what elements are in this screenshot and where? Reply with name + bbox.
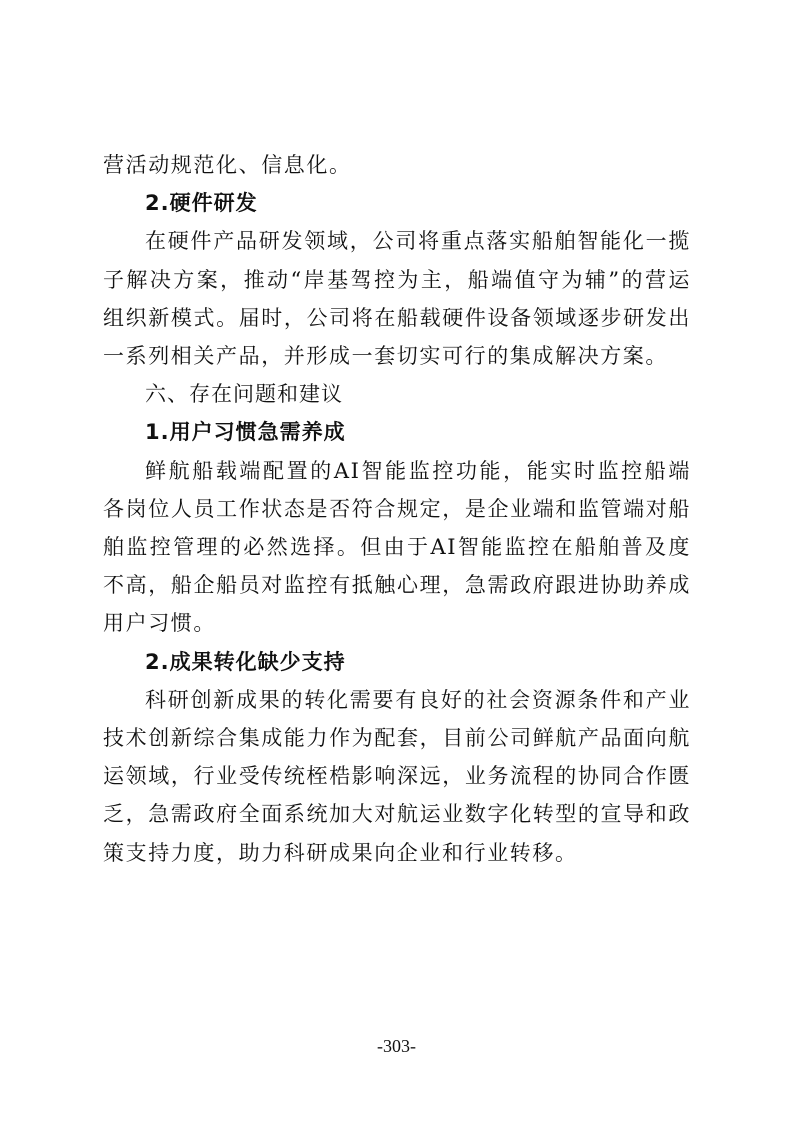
subheading-user-habits: 1.用户习惯急需养成 [145, 420, 346, 445]
paragraph-hardware: 在硬件产品研发领域，公司将重点落实船舶智能化一揽子解决方案，推动“岸基驾控为主，船端值守为辅”的营运组织新模式。届时，公司将在船载硬件设备领域逐步研发出一系列相关产品，并形成一套切实可行的集成解决方案。 [103, 229, 691, 369]
paragraph-continuation: 营活动规范化、信息化。 [103, 153, 352, 177]
page-number: -303- [377, 1036, 416, 1056]
section-heading-problems: 六、存在问题和建议 [145, 382, 343, 407]
paragraph-support: 科研创新成果的转化需要有良好的社会资源条件和产业技术创新综合集成能力作为配套，目前公司鲜航产品面向航运领域，行业受传统桎梏影响深远，业务流程的协同合作匮乏，急需政府全面系统加大对航运业数字化转型的宣导和政策支持力度，助力科研成果向企业和行业转移。 [103, 687, 691, 865]
subheading-support: 2.成果转化缺少支持 [145, 649, 346, 674]
document-body [103, 146, 691, 872]
paragraph-user-habits: 鲜航船载端配置的AI智能监控功能，能实时监控船端各岗位人员工作状态是否符合规定，是企业端和监管端对船舶监控管理的必然选择。但由于AI智能监控在船舶普及度不高，船企船员对监控有抵触心理，急需政府跟进协助养成用户习惯。 [103, 458, 691, 636]
subheading-hardware: 2.硬件研发 [145, 191, 258, 216]
